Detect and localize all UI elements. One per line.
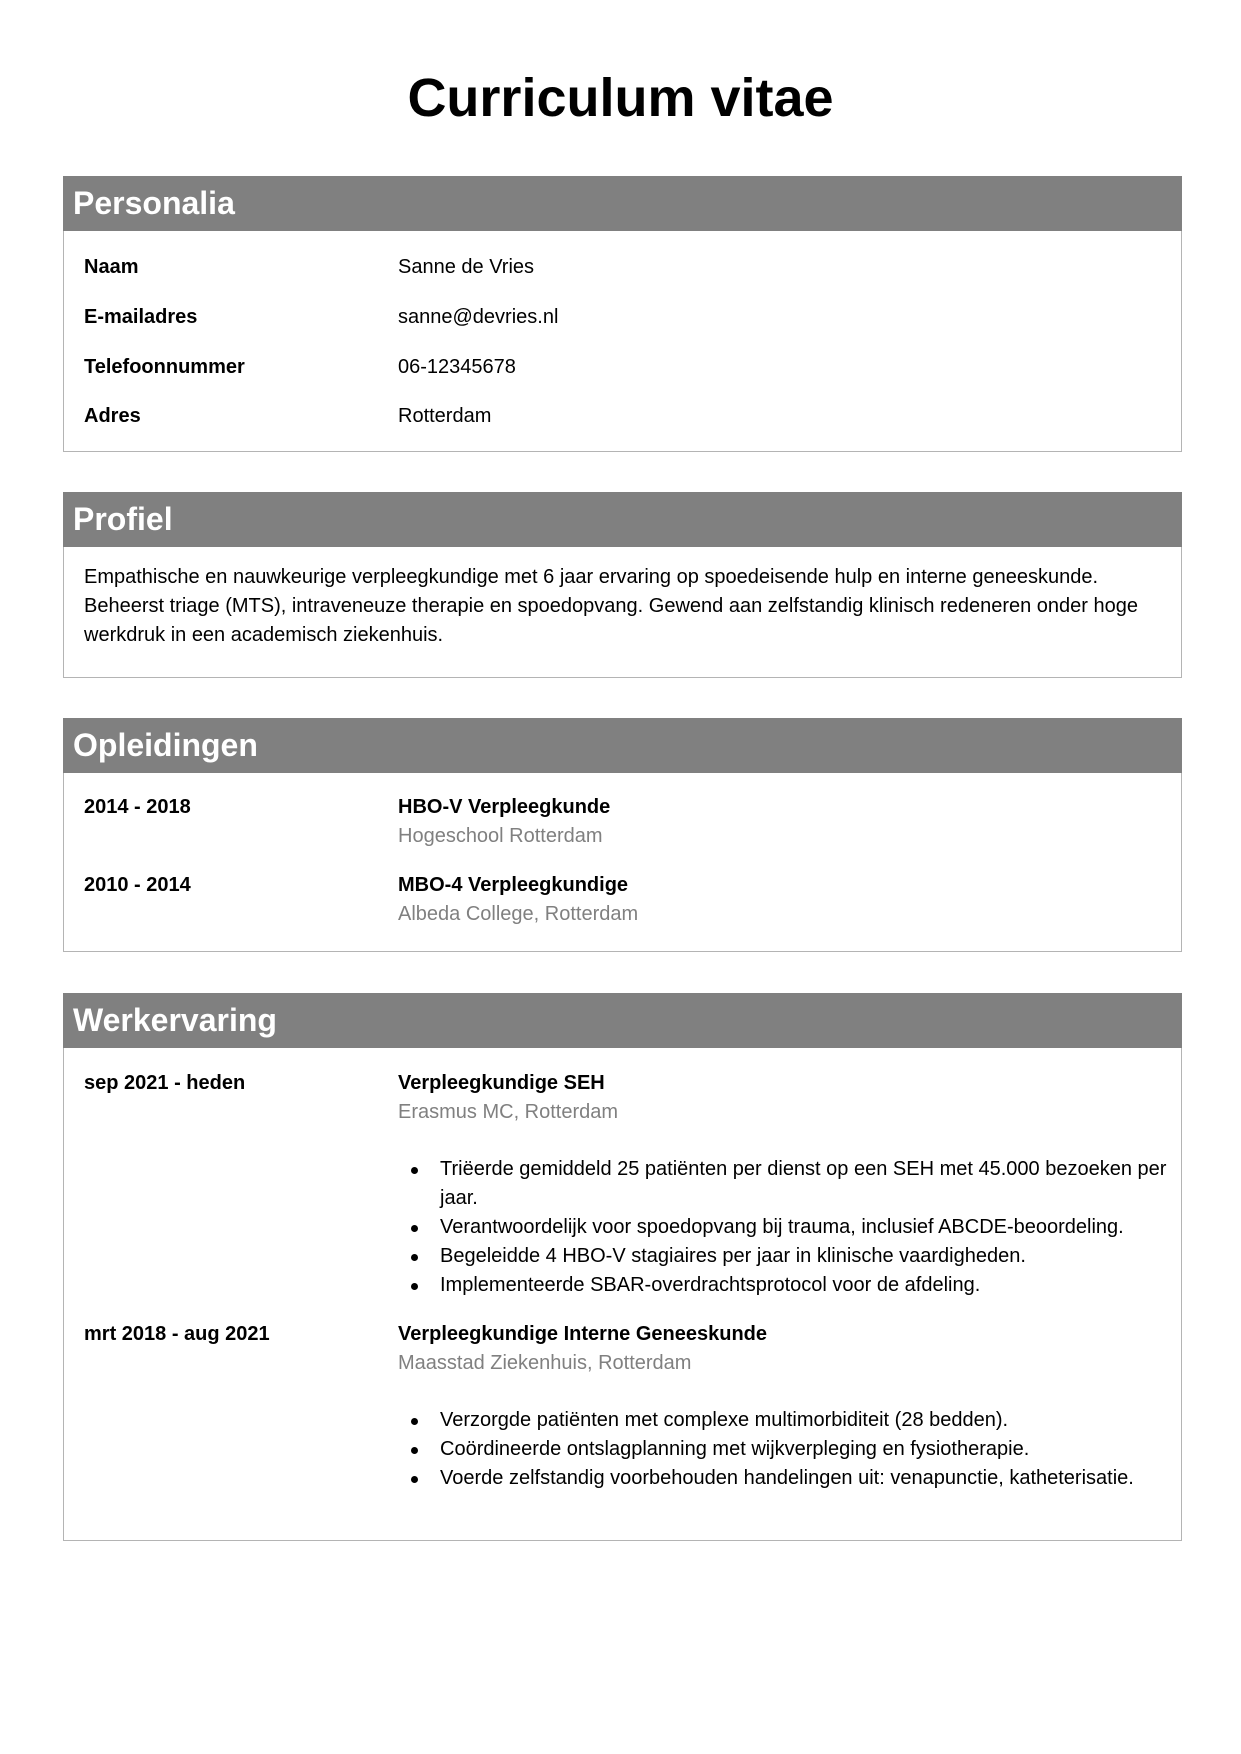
list-item: Verzorgde patiënten met complexe multimorbiditeit (28 bedden). <box>440 1406 1200 1435</box>
list-item: Triëerde gemiddeld 25 patiënten per dienst op een SEH met 45.000 bezoeken per jaar. <box>440 1155 1200 1213</box>
field-value-address: Rotterdam <box>398 405 492 427</box>
education-institution: Albeda College, Rotterdam <box>398 903 639 925</box>
section-heading: Profiel <box>63 492 1182 547</box>
field-value-phone: 06-12345678 <box>398 356 516 378</box>
list-item: Verantwoordelijk voor spoedopvang bij trauma, inclusief ABCDE-beoordeling. <box>440 1213 1200 1242</box>
education-period: 2010 - 2014 <box>84 874 191 896</box>
field-label-phone: Telefoonnummer <box>84 356 245 378</box>
work-period: mrt 2018 - aug 2021 <box>84 1323 270 1345</box>
field-value-email: sanne@devries.nl <box>398 306 559 328</box>
work-title: Verpleegkundige SEH <box>398 1072 605 1094</box>
education-title: HBO-V Verpleegkunde <box>398 796 611 818</box>
education-period: 2014 - 2018 <box>84 796 191 818</box>
bullet-icon <box>411 1254 418 1261</box>
field-label-name: Naam <box>84 256 139 278</box>
list-item: Begeleidde 4 HBO-V stagiaires per jaar in klinische vaardigheden. <box>440 1242 1200 1271</box>
work-bullets <box>398 1155 1200 1300</box>
list-item: Coördineerde ontslagplanning met wijkverpleging en fysiotherapie. <box>440 1435 1200 1464</box>
bullet-icon <box>411 1447 418 1454</box>
list-item: Voerde zelfstandig voorbehouden handelingen uit: venapunctie, katheterisatie. <box>440 1464 1200 1493</box>
field-label-address: Adres <box>84 405 141 427</box>
education-title: MBO-4 Verpleegkundige <box>398 874 629 896</box>
education-institution: Hogeschool Rotterdam <box>398 825 603 847</box>
bullet-icon <box>411 1476 418 1483</box>
field-value-name: Sanne de Vries <box>398 256 535 278</box>
list-item: Implementeerde SBAR-overdrachtsprotocol voor de afdeling. <box>440 1271 1200 1300</box>
profiel-section <box>63 492 1182 678</box>
work-employer: Erasmus MC, Rotterdam <box>398 1101 619 1123</box>
field-label-email: E-mailadres <box>84 306 198 328</box>
bullet-icon <box>411 1167 418 1174</box>
bullet-icon <box>411 1283 418 1290</box>
page-title: Curriculum vitae <box>407 68 834 128</box>
bullet-icon <box>411 1225 418 1232</box>
work-bullets <box>398 1406 1200 1493</box>
section-heading: Werkervaring <box>63 993 1182 1048</box>
opleidingen-section <box>63 718 1182 952</box>
section-heading: Personalia <box>63 176 1182 231</box>
bullet-icon <box>411 1418 418 1425</box>
werkervaring-section <box>63 993 1182 1541</box>
work-period: sep 2021 - heden <box>84 1072 246 1094</box>
section-heading: Opleidingen <box>63 718 1182 773</box>
work-employer: Maasstad Ziekenhuis, Rotterdam <box>398 1352 692 1374</box>
profile-text: Empathische en nauwkeurige verpleegkundige met 6 jaar ervaring op spoedeisende hulp en interne geneeskunde. Beheerst triage (MTS), intraveneuze therapie en spoedopvang. Gewend aan zelfstandig klinisch redeneren onder hoge werkdruk in een academisch ziekenhuis. <box>84 566 1138 646</box>
work-title: Verpleegkundige Interne Geneeskunde <box>398 1323 768 1345</box>
personalia-section <box>63 176 1182 452</box>
